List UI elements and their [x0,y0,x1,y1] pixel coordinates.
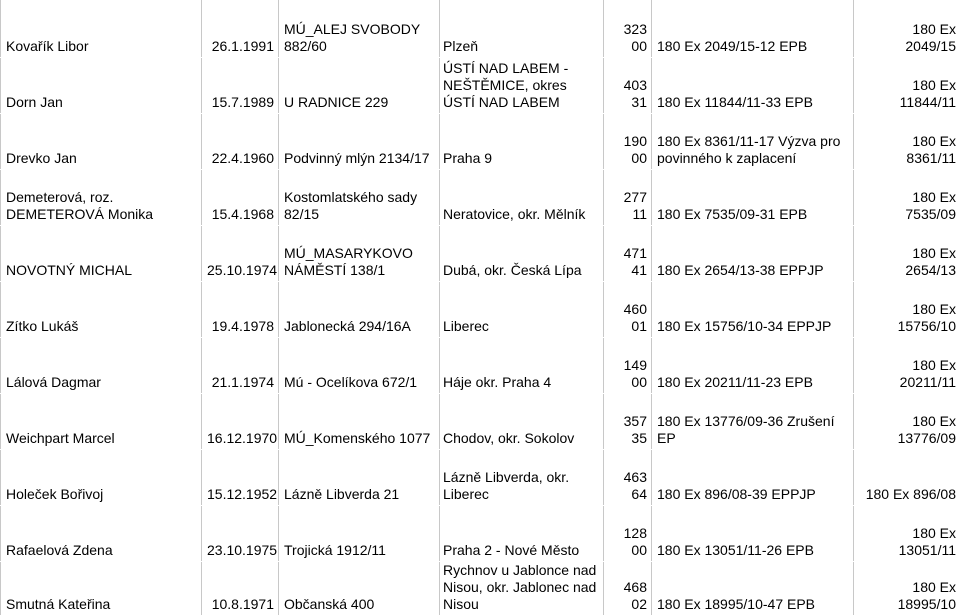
postal-code-cell: 471 41 [604,225,652,281]
case-number-cell: 180 Ex 13776/09 [854,393,960,449]
table-row [1,393,960,449]
postal-code-cell: 323 00 [604,0,652,57]
case-number-cell: 180 Ex 7535/09 [854,169,960,225]
name-cell: Kovařík Libor [1,0,202,57]
document-cell: 180 Ex 18995/10-47 EPB [652,561,854,615]
postal-code-cell: 468 02 [604,561,652,615]
postal-code-cell: 128 00 [604,505,652,561]
street-cell: MÚ_MASARYKOVO NÁMĚSTÍ 138/1 [279,225,440,281]
name-cell: Rafaelová Zdena [1,505,202,561]
birth-date-cell: 23.10.1975 [202,505,279,561]
street-cell: MÚ_Komenského 1077 [279,393,440,449]
case-number-cell: 180 Ex 18995/10 [854,561,960,615]
name-cell: Weichpart Marcel [1,393,202,449]
birth-date-cell: 15.12.1952 [202,449,279,505]
city-cell: Rychnov u Jablonce nad Nisou, okr. Jablonec nad Nisou [440,561,604,615]
document-cell: 180 Ex 896/08-39 EPPJP [652,449,854,505]
birth-date-cell: 26.1.1991 [202,0,279,57]
table-row [1,113,960,169]
street-cell: Jablonecká 294/16A [279,281,440,337]
birth-date-cell: 10.8.1971 [202,561,279,615]
city-cell: Háje okr. Praha 4 [440,337,604,393]
street-cell: Lázně Libverda 21 [279,449,440,505]
document-cell: 180 Ex 13051/11-26 EPB [652,505,854,561]
table-row [1,505,960,561]
name-cell: Holeček Bořivoj [1,449,202,505]
postal-code-cell: 149 00 [604,337,652,393]
street-cell: Podvinný mlýn 2134/17 [279,113,440,169]
name-cell: Demeterová, roz. DEMETEROVÁ Monika [1,169,202,225]
city-cell: Liberec [440,281,604,337]
city-cell: Neratovice, okr. Mělník [440,169,604,225]
birth-date-cell: 15.4.1968 [202,169,279,225]
postal-code-cell: 277 11 [604,169,652,225]
table-row [1,225,960,281]
birth-date-cell: 19.4.1978 [202,281,279,337]
case-number-cell: 180 Ex 15756/10 [854,281,960,337]
name-cell: NOVOTNÝ MICHAL [1,225,202,281]
table-row [1,281,960,337]
postal-code-cell: 357 35 [604,393,652,449]
case-number-cell: 180 Ex 20211/11 [854,337,960,393]
city-cell: ÚSTÍ NAD LABEM - NEŠTĚMICE, okres ÚSTÍ NAD LABEM [440,57,604,113]
case-number-cell: 180 Ex 11844/11 [854,57,960,113]
city-cell: Dubá, okr. Česká Lípa [440,225,604,281]
table-row [1,57,960,113]
name-cell: Dorn Jan [1,57,202,113]
birth-date-cell: 16.12.1970 [202,393,279,449]
document-cell: 180 Ex 20211/11-23 EPB [652,337,854,393]
postal-code-cell: 463 64 [604,449,652,505]
case-number-cell: 180 Ex 8361/11 [854,113,960,169]
name-cell: Smutná Kateřina [1,561,202,615]
postal-code-cell: 403 31 [604,57,652,113]
birth-date-cell: 22.4.1960 [202,113,279,169]
document-cell: 180 Ex 2049/15-12 EPB [652,0,854,57]
name-cell: Drevko Jan [1,113,202,169]
street-cell: Trojická 1912/11 [279,505,440,561]
city-cell: Praha 9 [440,113,604,169]
birth-date-cell: 25.10.1974 [202,225,279,281]
birth-date-cell: 21.1.1974 [202,337,279,393]
postal-code-cell: 190 00 [604,113,652,169]
document-cell: 180 Ex 13776/09-36 Zrušení EP [652,393,854,449]
street-cell: Občanská 400 [279,561,440,615]
document-cell: 180 Ex 11844/11-33 EPB [652,57,854,113]
street-cell: MÚ_ALEJ SVOBODY 882/60 [279,0,440,57]
street-cell: Mú - Ocelíkova 672/1 [279,337,440,393]
street-cell: U RADNICE 229 [279,57,440,113]
name-cell: Lálová Dagmar [1,337,202,393]
table-row [1,449,960,505]
document-cell: 180 Ex 8361/11-17 Výzva pro povinného k zaplacení [652,113,854,169]
birth-date-cell: 15.7.1989 [202,57,279,113]
table-row [1,337,960,393]
city-cell: Plzeň [440,0,604,57]
document-cell: 180 Ex 7535/09-31 EPB [652,169,854,225]
postal-code-cell: 460 01 [604,281,652,337]
document-cell: 180 Ex 15756/10-34 EPPJP [652,281,854,337]
city-cell: Chodov, okr. Sokolov [440,393,604,449]
city-cell: Lázně Libverda, okr. Liberec [440,449,604,505]
city-cell: Praha 2 - Nové Město [440,505,604,561]
document-cell: 180 Ex 2654/13-38 EPPJP [652,225,854,281]
table-row [1,561,960,615]
case-number-cell: 180 Ex 13051/11 [854,505,960,561]
name-cell: Zítko Lukáš [1,281,202,337]
table-row [1,169,960,225]
table-row [1,0,960,57]
street-cell: Kostomlatského sady 82/15 [279,169,440,225]
case-number-cell: 180 Ex 896/08 [854,449,960,505]
case-number-cell: 180 Ex 2654/13 [854,225,960,281]
case-number-cell: 180 Ex 2049/15 [854,0,960,57]
